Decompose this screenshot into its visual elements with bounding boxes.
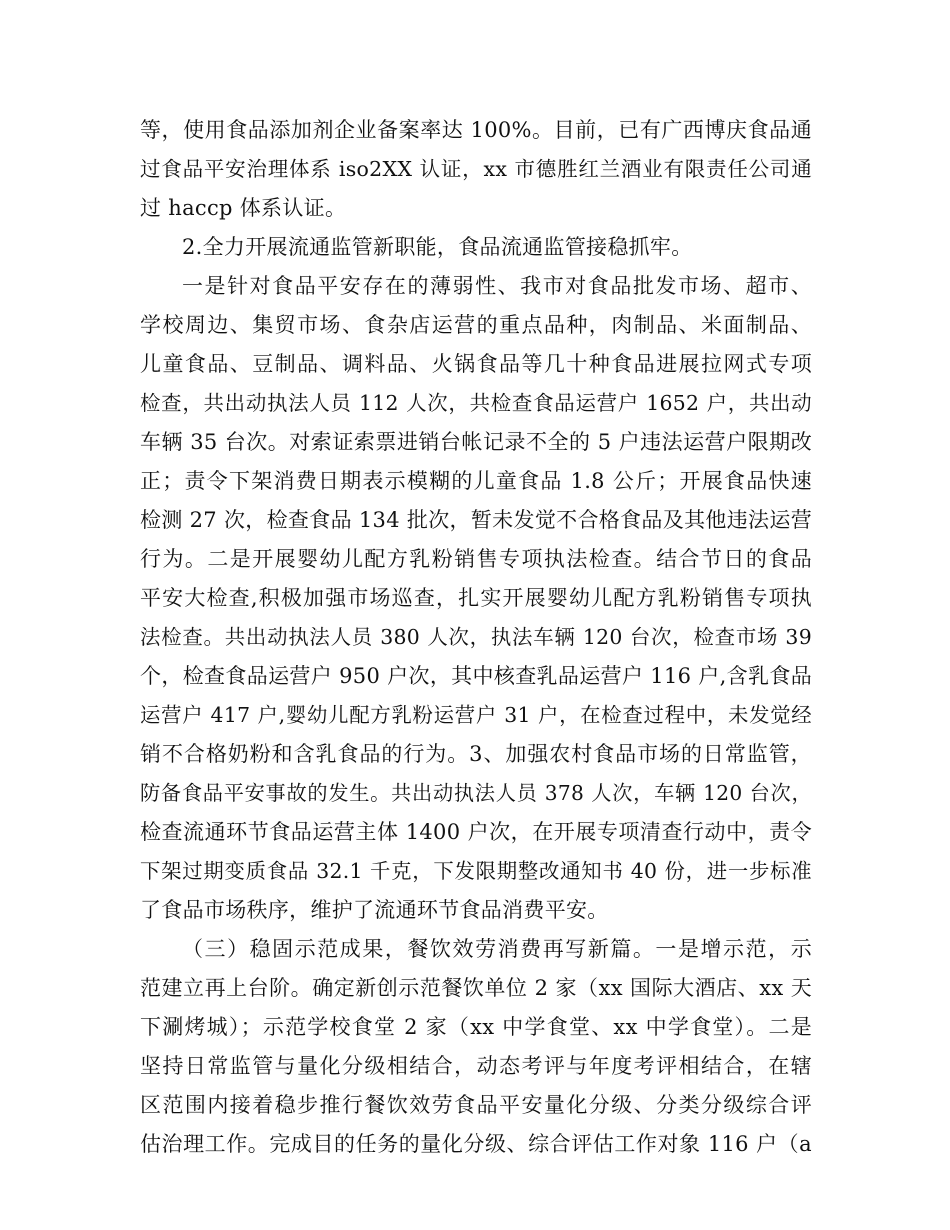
text-line: 等，使用食品添加剂企业备案率达 100%。目前，已有广西博庆食品通 — [140, 118, 812, 142]
text-line: 正；责令下架消费日期表示模糊的儿童食品 1.8 公斤；开展食品快速 — [140, 469, 812, 493]
text-line: 检查，共出动执法人员 112 人次，共检查食品运营户 1652 户，共出动 — [140, 391, 812, 415]
text-line: 过食品平安治理体系 iso2XX 认证，xx 市德胜红兰酒业有限责任公司通 — [140, 157, 812, 181]
text-line: 儿童食品、豆制品、调料品、火锅食品等几十种食品进展拉网式专项 — [140, 352, 812, 376]
text-line: 法检查。共出动执法人员 380 人次，执法车辆 120 台次，检查市场 39 — [140, 625, 812, 649]
text-line: 运营户 417 户,婴幼儿配方乳粉运营户 31 户，在检查过程中，未发觉经 — [140, 703, 812, 727]
text-line: 范建立再上台阶。确定新创示范餐饮单位 2 家（xx 国际大酒店、xx 天 — [140, 976, 812, 1000]
text-line: 个，检查食品运营户 950 户次，其中核查乳品运营户 116 户,含乳食品 — [140, 664, 812, 688]
text-line: 下架过期变质食品 32.1 千克，下发限期整改通知书 40 份，进一步标准 — [140, 859, 812, 883]
text-line: 下涮烤城）；示范学校食堂 2 家（xx 中学食堂、xx 中学食堂）。二是 — [140, 1015, 812, 1039]
text-line: 行为。二是开展婴幼儿配方乳粉销售专项执法检查。结合节日的食品 — [140, 547, 812, 571]
text-line: 平安大检查,积极加强市场巡查，扎实开展婴幼儿配方乳粉销售专项执 — [140, 586, 812, 610]
text-line: 一是针对食品平安存在的薄弱性、我市对食品批发市场、超市、 — [182, 274, 812, 298]
text-line: 检测 27 次，检查食品 134 批次，暂未发觉不合格食品及其他违法运营 — [140, 508, 812, 532]
section-heading: （三）稳固示范成果，餐饮效劳消费再写新篇。一是增示范，示 — [182, 937, 812, 961]
text-line: 检查流通环节食品运营主体 1400 户次，在开展专项清查行动中，责令 — [140, 820, 812, 844]
text-line: 销不合格奶粉和含乳食品的行为。3、加强农村食品市场的日常监管， — [140, 742, 812, 766]
text-line: 学校周边、集贸市场、食杂店运营的重点品种，肉制品、米面制品、 — [140, 313, 812, 337]
text-line: 区范围内接着稳步推行餐饮效劳食品平安量化分级、分类分级综合评 — [140, 1093, 812, 1117]
text-line: 了食品市场秩序，维护了流通环节食品消费平安。 — [140, 898, 609, 922]
text-line: 防备食品平安事故的发生。共出动执法人员 378 人次，车辆 120 台次， — [140, 781, 812, 805]
section-heading: 2.全力开展流通监管新职能，食品流通监管接稳抓牢。 — [182, 235, 693, 259]
text-line: 过 haccp 体系认证。 — [140, 196, 347, 220]
text-line: 坚持日常监管与量化分级相结合，动态考评与年度考评相结合，在辖 — [140, 1054, 812, 1078]
text-line: 车辆 35 台次。对索证索票进销台帐记录不全的 5 户违法运营户限期改 — [140, 430, 812, 454]
text-line: 估治理工作。完成目的任务的量化分级、综合评估工作对象 116 户（a — [140, 1132, 812, 1156]
